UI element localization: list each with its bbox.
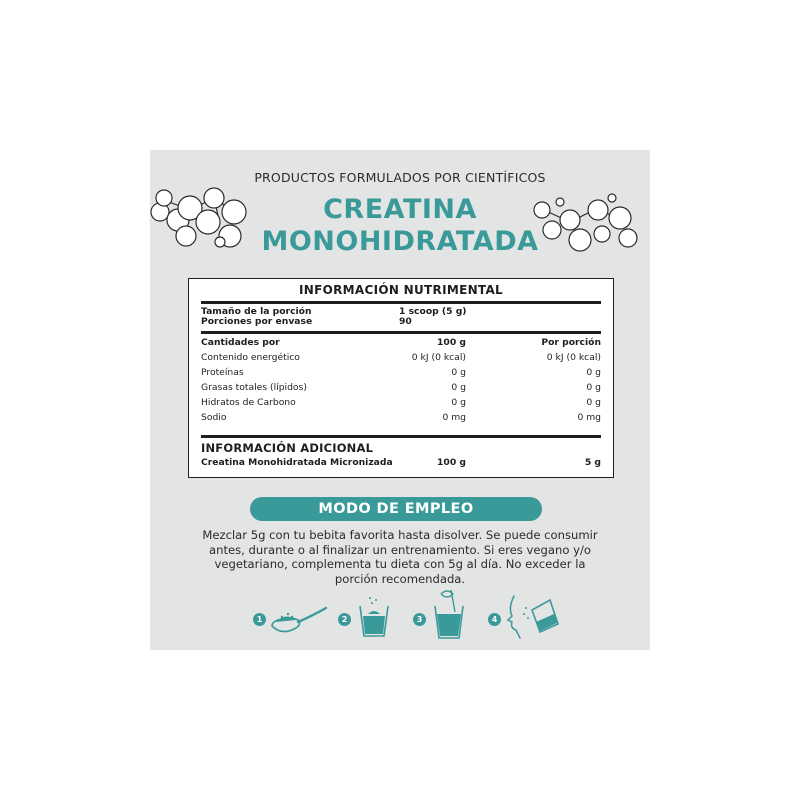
scoop-icon <box>268 602 330 638</box>
per-100-header: 100 g <box>437 337 466 348</box>
additional-row <box>201 457 601 469</box>
glass-powder-icon <box>356 594 392 638</box>
table-row <box>201 367 601 379</box>
product-title-line2: MONOHIDRATADA <box>261 226 539 257</box>
serving-label: Tamaño de la porción <box>201 306 312 317</box>
serving-value: 1 scoop (5 g) <box>399 306 467 317</box>
subtitle: PRODUCTOS FORMULADOS POR CIENTÍFICOS <box>254 170 546 185</box>
nutrient-per-portion: 0 g <box>586 397 601 408</box>
drinking-icon <box>504 594 560 640</box>
shaker-glass-icon <box>431 586 467 640</box>
servings-value: 90 <box>399 316 412 327</box>
usage-heading-pill: MODO DE EMPLEO <box>250 497 542 521</box>
table-row <box>201 397 601 409</box>
nutrition-table <box>188 278 614 478</box>
usage-line: vegetariano, complementa tu dieta con 5g al día. No exceder la <box>214 557 586 571</box>
nutrient-per-100: 0 kJ (0 kcal) <box>411 352 466 363</box>
divider <box>201 435 601 438</box>
additional-info-heading: INFORMACIÓN ADICIONAL <box>201 441 374 455</box>
table-row <box>201 382 601 394</box>
nutrient-name: Grasas totales (lípidos) <box>201 382 307 393</box>
usage-line: Mezclar 5g con tu bebita favorita hasta disolver. Se puede consumir <box>202 528 598 542</box>
nutrient-per-portion: 0 mg <box>577 412 601 423</box>
step-number: 3 <box>413 613 426 626</box>
nutrient-per-100: 0 g <box>451 397 466 408</box>
usage-line: antes, durante o al finalizar un entrenamiento. Si eres vegano y/o <box>209 542 591 557</box>
additional-per-100: 100 g <box>437 457 466 468</box>
nutrient-name: Sodio <box>201 412 227 423</box>
per-portion-header: Por porción <box>541 337 601 348</box>
usage-text <box>186 528 614 586</box>
product-title-line1: CREATINA <box>323 194 477 225</box>
nutrient-per-100: 0 mg <box>442 412 466 423</box>
additional-name: Creatina Monohidratada Micronizada <box>201 457 393 468</box>
table-row <box>201 352 601 364</box>
nutrient-per-100: 0 g <box>451 382 466 393</box>
table-row <box>201 412 601 424</box>
nutrient-name: Contenido energético <box>201 352 300 363</box>
nutrition-heading: INFORMACIÓN NUTRIMENTAL <box>298 283 503 297</box>
nutrient-name: Hidratos de Carbono <box>201 397 296 408</box>
product-panel <box>150 150 650 650</box>
usage-steps <box>248 590 568 650</box>
nutrient-per-portion: 0 g <box>586 382 601 393</box>
servings-row <box>201 316 601 328</box>
usage-line: porción recomendada. <box>334 571 466 586</box>
nutrient-per-100: 0 g <box>451 367 466 378</box>
nutrient-per-portion: 0 g <box>586 367 601 378</box>
step-number: 1 <box>253 613 266 626</box>
column-header-row <box>201 337 601 349</box>
servings-label: Porciones por envase <box>201 316 313 327</box>
nutrient-name: Proteínas <box>201 367 244 378</box>
divider <box>201 331 601 334</box>
divider <box>201 301 601 304</box>
amounts-label: Cantidades por <box>201 337 280 348</box>
step-number: 2 <box>338 613 351 626</box>
additional-per-portion: 5 g <box>584 457 601 468</box>
nutrient-per-portion: 0 kJ (0 kcal) <box>546 352 601 363</box>
step-number: 4 <box>488 613 501 626</box>
